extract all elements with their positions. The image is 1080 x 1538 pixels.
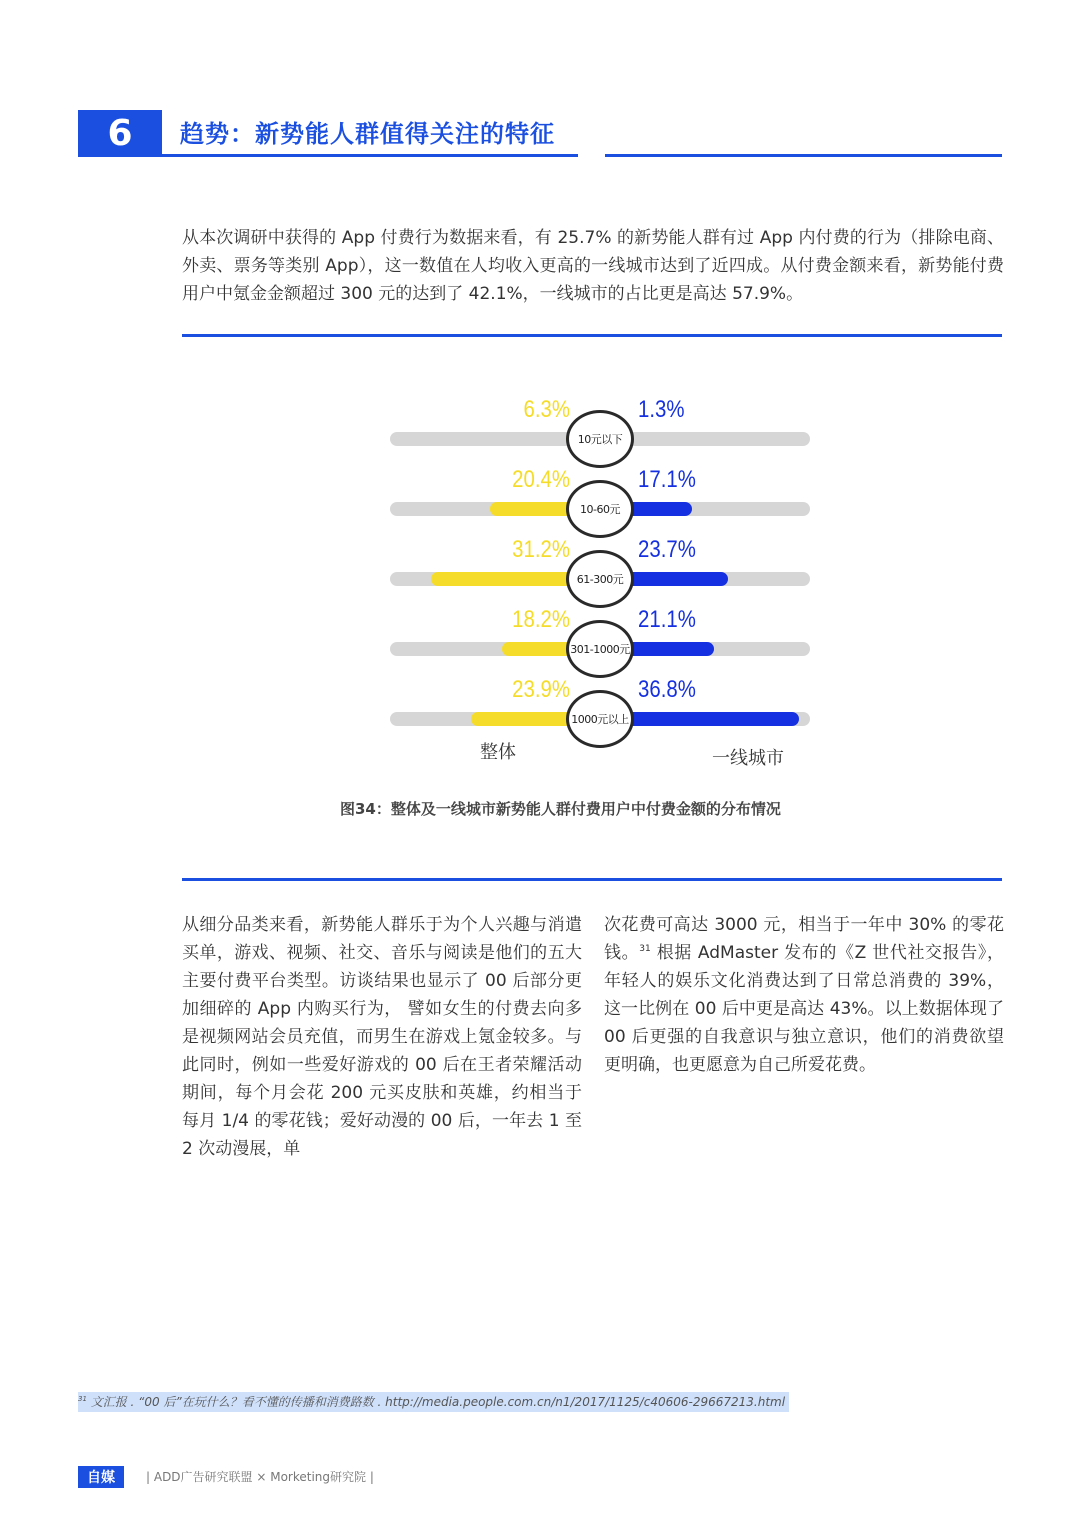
chart-caption: 图34：整体及一线城市新势能人群付费用户中付费金额的分布情况 — [340, 800, 781, 818]
legend-overall: 整体 — [480, 742, 516, 763]
label-tier1: 36.8% — [638, 676, 696, 703]
divider-top — [182, 334, 1002, 337]
category-badge: 1000元以上 — [566, 690, 634, 748]
footnote — [78, 1392, 789, 1412]
title-rule-right — [605, 154, 1002, 157]
label-overall: 23.9% — [512, 676, 570, 703]
payment-distribution-chart — [360, 390, 840, 790]
category-badge: 10元以下 — [566, 410, 634, 468]
label-overall: 6.3% — [523, 396, 570, 423]
legend-tier1: 一线城市 — [712, 748, 784, 769]
category-badge: 301-1000元 — [566, 620, 634, 678]
footnote-ref: 31 — [639, 944, 651, 954]
divider-bottom — [182, 878, 1002, 881]
body-right-text-1: 次花费可高达 3000 元，相当于一年中 30% 的零花钱。 — [604, 915, 1004, 963]
category-badge: 10-60元 — [566, 480, 634, 538]
section-title: 趋势：新势能人群值得关注的特征 — [180, 120, 555, 148]
title-underline — [162, 154, 578, 157]
footer-credits: | ADD广告研究联盟 × Morketing研究院 | — [146, 1470, 374, 1484]
body-right-column — [604, 911, 1004, 1079]
label-overall: 20.4% — [512, 466, 570, 493]
label-overall: 18.2% — [512, 606, 570, 633]
footnote-text: 文汇报 . “00 后”在玩什么？看不懂的传播和消费路数 . http://media.people.com.cn/n1/2017/1125/c40606-29667213.html — [86, 1395, 786, 1409]
publisher-logo: 自媒 — [78, 1466, 124, 1488]
label-tier1: 1.3% — [638, 396, 685, 423]
category-badge: 61-300元 — [566, 550, 634, 608]
label-tier1: 23.7% — [638, 536, 696, 563]
label-tier1: 17.1% — [638, 466, 696, 493]
footnote-number: 31 — [78, 1395, 87, 1403]
body-right-text-2: 根据 AdMaster 发布的《Z 世代社交报告》，年轻人的娱乐文化消费达到了日常总消费的 39%，这一比例在 00 后中更是高达 43%。以上数据体现了 00 后更强的自我意识与独立意识，他们的消费欲望更明确，也更愿意为自己所爱花费。 — [604, 943, 1004, 1075]
label-overall: 31.2% — [512, 536, 570, 563]
section-number: 6 — [78, 110, 162, 157]
body-left-column: 从细分品类来看，新势能人群乐于为个人兴趣与消遣买单，游戏、视频、社交、音乐与阅读是他们的五大主要付费平台类型。访谈结果也显示了 00 后部分更加细碎的 App 内购买行为， 譬如女生的付费去向多是视频网站会员充值，而男生在游戏上氪金较多。与此同时，例如一些爱好游戏的 00 后在王者荣耀活动期间，每个月会花 200 元买皮肤和英雄，约相当于每月 1/4 的零花钱；爱好动漫的 00 后，一年去 1 至 2 次动漫展，单 — [182, 915, 582, 1159]
intro-paragraph: 从本次调研中获得的 App 付费行为数据来看，有 25.7% 的新势能人群有过 App 内付费的行为（排除电商、外卖、票务等类别 App），这一数值在人均收入更高的一线城市达到了近四成。从付费金额来看，新势能付费用户中氪金金额超过 300 元的达到了 42.1%，一线城市的占比更是高达 57.9%。 — [182, 228, 1004, 304]
label-tier1: 21.1% — [638, 606, 696, 633]
